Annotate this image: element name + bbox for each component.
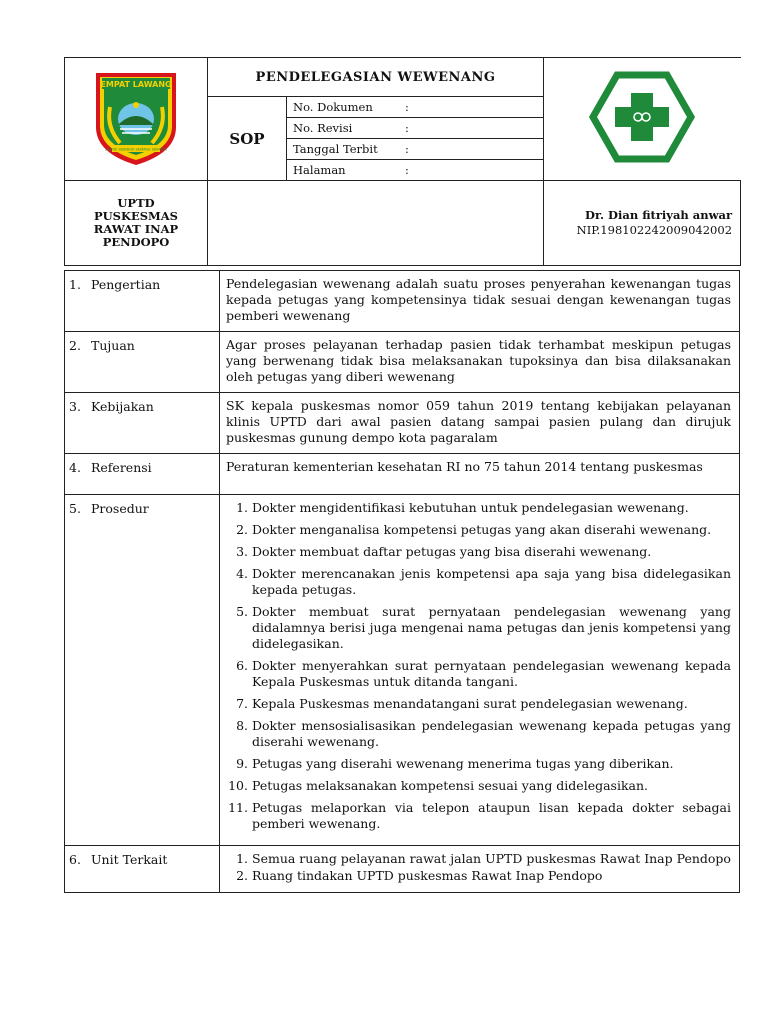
section-unit-terkait: [65, 846, 740, 893]
sop-label: SOP: [208, 97, 287, 181]
section-label: Unit Terkait: [91, 852, 168, 867]
section-number: 3.: [69, 399, 81, 414]
section-number: 6.: [69, 852, 81, 867]
unit-item: 1. Semua ruang pelayanan rawat jalan UPTD puskesmas Rawat Inap Pendopo: [236, 851, 731, 866]
procedure-body: [220, 495, 740, 846]
header-table: [64, 57, 741, 266]
section-label: Kebijakan: [91, 399, 154, 414]
section-text: SK kepala puskesmas nomor 059 tahun 2019 tentang kebijakan pelayanan klinis UPTD dari awal pasien datang sampai pasien pulang dan dirujuk puskesmas gunung dempo kota pagaralam: [220, 393, 740, 454]
unit-list: [226, 851, 731, 884]
section-number: 5.: [69, 501, 81, 516]
section-prosedur: [65, 495, 740, 846]
procedure-step: 8. Dokter mensosialisasikan pendelegasian wewenang kepada petugas yang diserahi wewenang.: [236, 718, 731, 749]
signer-nip: NIP.198102242009042002: [576, 223, 733, 237]
unit-item: 2. Ruang tindakan UPTD puskesmas Rawat Inap Pendopo: [236, 868, 603, 883]
procedure-step: 5. Dokter membuat surat pernyataan pendelegasian wewenang yang didalamnya berisi juga mengenai nama petugas dan jenis kompetensi yang didelegasikan.: [236, 604, 731, 651]
unit-body: [220, 846, 740, 893]
section-kebijakan: [65, 393, 740, 454]
section-label: Prosedur: [91, 501, 149, 516]
procedure-step: 2. Dokter menganalisa kompetensi petugas yang akan diserahi wewenang.: [236, 522, 712, 537]
puskesmas-logo-icon: [587, 71, 697, 163]
procedure-step: 7. Kepala Puskesmas menandatangani surat pendelegasian wewenang.: [236, 696, 688, 711]
meta-label: Tanggal Terbit: [293, 142, 378, 156]
section-label: Referensi: [91, 460, 152, 475]
procedure-step: 10. Petugas melaksanakan kompetensi sesuai yang didelegasikan.: [228, 778, 649, 793]
procedure-step: 9. Petugas yang diserahi wewenang menerima tugas yang diberikan.: [236, 756, 674, 771]
org-line: PUSKESMAS: [93, 209, 178, 223]
org-line: RAWAT INAP: [93, 222, 179, 236]
procedure-step: 6. Dokter menyerahkan surat pernyataan pendelegasian wewenang kepada Kepala Puskesmas untuk ditanda tangani.: [236, 658, 731, 689]
section-number: 2.: [69, 338, 81, 353]
signature-block: [544, 181, 741, 266]
meta-label: No. Revisi: [293, 121, 353, 135]
organization-name: [65, 181, 208, 266]
meta-value: :: [405, 100, 409, 114]
blank-signature-space: [208, 181, 544, 266]
section-number: 4.: [69, 460, 81, 475]
procedure-step: 11. Petugas melaporkan via telepon ataupun lisan kepada dokter sebagai pemberi wewenang.: [228, 800, 731, 831]
procedure-step: 4. Dokter merencanakan jenis kompetensi apa saja yang bisa didelegasikan kepada petugas.: [236, 566, 731, 597]
meta-halaman: [287, 160, 544, 181]
section-label: Tujuan: [91, 338, 135, 353]
section-text: Pendelegasian wewenang adalah suatu proses penyerahan kewenangan tugas kepada petugas yang kompetensinya tidak sesuai dengan kewenangan tugas pemberi wewenang: [220, 271, 740, 332]
meta-no-dokumen: [287, 97, 544, 118]
meta-value: :: [405, 142, 409, 156]
section-number: 1.: [69, 277, 81, 292]
meta-label: No. Dokumen: [293, 100, 373, 114]
meta-no-revisi: [287, 118, 544, 139]
procedure-step: 3. Dokter membuat daftar petugas yang bisa diserahi wewenang.: [236, 544, 652, 559]
section-tujuan: [65, 332, 740, 393]
meta-label: Halaman: [293, 163, 346, 177]
section-text: Agar proses pelayanan terhadap pasien tidak terhambat meskipun petugas yang berwenang tidak bisa melaksanakan tupoksinya dan bisa dilaksanakan oleh petugas yang diberi wewenang: [220, 332, 740, 393]
document-title: PENDELEGASIAN WEWENANG: [208, 58, 544, 97]
section-referensi: [65, 454, 740, 495]
meta-value: :: [405, 163, 409, 177]
meta-value: :: [405, 121, 409, 135]
logo-motto: SAUDE SEBIDUK SEMAGE SERANTI: [104, 147, 168, 152]
meta-tanggal-terbit: [287, 139, 544, 160]
section-label: Pengertian: [91, 277, 161, 292]
procedure-list: [226, 500, 731, 832]
empat-lawang-logo-icon: [90, 67, 182, 167]
org-line: UPTD: [117, 196, 155, 210]
logo-label: EMPAT LAWANG: [100, 80, 172, 89]
section-text: Peraturan kementerian kesehatan RI no 75 tahun 2014 tentang puskesmas: [220, 454, 740, 495]
puskesmas-logo-cell: [544, 58, 741, 181]
org-line: PENDOPO: [102, 235, 170, 249]
signer-name: Dr. Dian fitriyah anwar: [585, 208, 733, 222]
procedure-step: 1. Dokter mengidentifikasi kebutuhan untuk pendelegasian wewenang.: [236, 500, 689, 515]
regency-logo-cell: [65, 58, 208, 181]
sections-table: [64, 270, 740, 893]
sop-document: [64, 57, 740, 893]
section-pengertian: [65, 271, 740, 332]
